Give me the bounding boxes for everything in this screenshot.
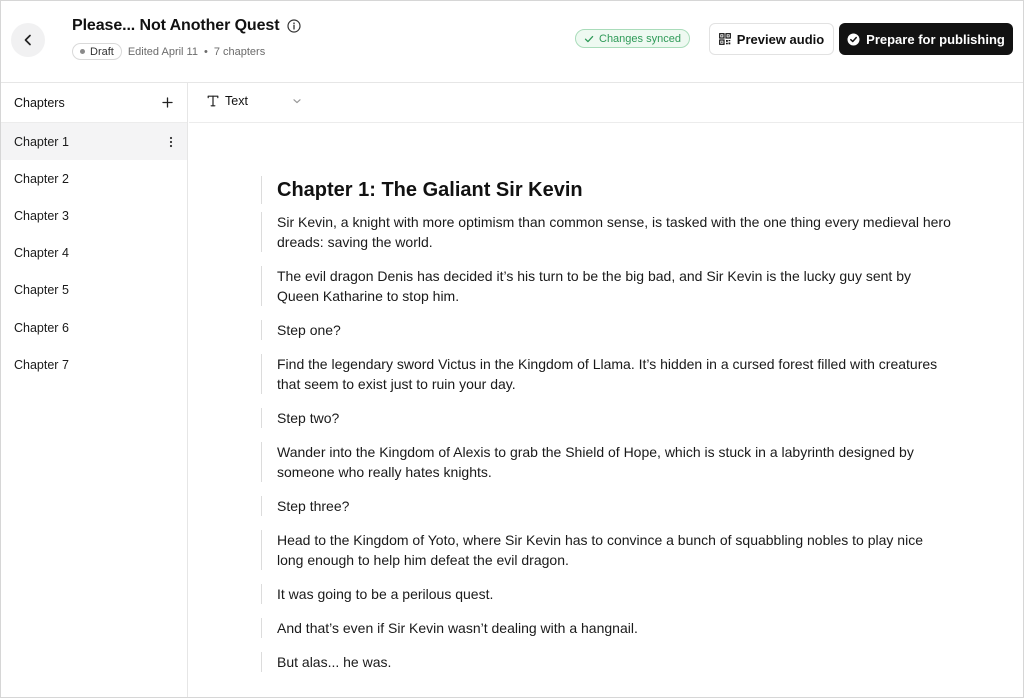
prepare-publishing-label: Prepare for publishing: [866, 31, 1005, 47]
preview-audio-button[interactable]: [709, 23, 834, 55]
editor-toolbar: [189, 83, 1023, 123]
text-style-label: Text: [225, 94, 248, 108]
paragraph-block[interactable]: [261, 496, 951, 516]
sidebar-header: [1, 83, 187, 123]
paragraph[interactable]: Step three?: [277, 498, 350, 514]
sidebar-item-chapter-3[interactable]: [1, 197, 187, 234]
paragraph-block[interactable]: [261, 584, 951, 604]
meta-separator: •: [203, 45, 208, 58]
chevron-left-icon: [21, 33, 35, 47]
paragraph[interactable]: Sir Kevin, a knight with more optimism than common sense, is tasked with the one thing every medieval hero dreads: saving the world.: [277, 214, 951, 250]
paragraph-block[interactable]: [261, 354, 951, 394]
edited-date: Edited April 11: [127, 45, 198, 58]
status-dot-icon: [80, 49, 85, 54]
info-button[interactable]: [287, 19, 301, 33]
sidebar-item-chapter-7[interactable]: [1, 346, 187, 383]
chapter-label: Chapter 4: [14, 246, 69, 261]
sidebar-item-chapter-6[interactable]: [1, 309, 187, 346]
preview-audio-label: Preview audio: [736, 31, 825, 47]
chapter-menu-button[interactable]: [165, 134, 177, 150]
text-type-icon: [207, 95, 219, 107]
paragraph-block[interactable]: [261, 212, 951, 252]
paragraph-block[interactable]: [261, 530, 951, 570]
chapter-label: Chapter 3: [14, 208, 69, 223]
book-meta: [72, 43, 265, 60]
paragraph-block[interactable]: [261, 408, 951, 428]
add-chapter-button[interactable]: [159, 94, 176, 111]
chapter-heading[interactable]: Chapter 1: The Galiant Sir Kevin: [277, 179, 583, 201]
chapter-label: Chapter 5: [14, 283, 69, 298]
check-circle-icon: [847, 33, 860, 46]
heading-block[interactable]: [261, 176, 951, 204]
info-icon: [287, 19, 301, 33]
paragraph[interactable]: It was going to be a perilous quest.: [277, 586, 494, 602]
paragraph[interactable]: Find the legendary sword Victus in the Kingdom of Llama. It’s hidden in a cursed forest filled with creatures that seem to exist just to ruin your day.: [277, 356, 938, 392]
sidebar-item-chapter-4[interactable]: [1, 235, 187, 272]
paragraph[interactable]: Head to the Kingdom of Yoto, where Sir Kevin has to convince a bunch of squabbling nobles to play nice long enough to help him defeat the evil dragon.: [277, 532, 923, 568]
text-style-dropdown[interactable]: [207, 94, 302, 108]
status-badge: [72, 43, 122, 60]
paragraph-block[interactable]: [261, 266, 951, 306]
prepare-publishing-button[interactable]: [839, 23, 1013, 55]
sidebar-item-chapter-5[interactable]: [1, 272, 187, 309]
chapter-label: Chapter 7: [14, 357, 69, 372]
chapter-label: Chapter 6: [14, 320, 69, 335]
paragraph-block[interactable]: [261, 442, 951, 482]
sidebar-item-chapter-1[interactable]: [1, 123, 187, 160]
sync-status-badge: [575, 29, 690, 48]
paragraph[interactable]: The evil dragon Denis has decided it’s his turn to be the big bad, and Sir Kevin is the lucky guy sent by Queen Katharine to stop him.: [277, 268, 911, 304]
status-label: Draft: [90, 45, 114, 58]
paragraph-block[interactable]: [261, 320, 951, 340]
chapter-count: 7 chapters: [213, 45, 266, 58]
paragraph-block[interactable]: [261, 618, 951, 638]
paragraph[interactable]: Wander into the Kingdom of Alexis to grab the Shield of Hope, which is stuck in a labyrinth designed by someone who really hates knights.: [277, 444, 914, 480]
sync-status-label: Changes synced: [599, 32, 681, 45]
back-button[interactable]: [11, 23, 45, 57]
chapter-label: Chapter 1: [14, 134, 69, 149]
chapter-editor[interactable]: [261, 176, 951, 686]
paragraph-block[interactable]: [261, 652, 951, 672]
chevron-down-icon: [292, 96, 302, 106]
chapter-list: [1, 123, 187, 383]
paragraph[interactable]: Step two?: [277, 410, 340, 426]
sidebar-item-chapter-2[interactable]: [1, 160, 187, 197]
header: [1, 1, 1023, 83]
sidebar-title: Chapters: [14, 95, 65, 110]
paragraph[interactable]: Step one?: [277, 322, 341, 338]
plus-icon: [162, 97, 173, 108]
kebab-icon: [169, 136, 173, 148]
check-icon: [584, 34, 594, 44]
chapters-sidebar: [1, 83, 188, 698]
paragraph[interactable]: And that’s even if Sir Kevin wasn’t dealing with a hangnail.: [277, 620, 638, 636]
chapter-label: Chapter 2: [14, 171, 69, 186]
paragraph[interactable]: But alas... he was.: [277, 654, 392, 670]
book-title: Please... Not Another Quest: [72, 17, 280, 34]
dropdown-caret: [292, 96, 302, 106]
qr-code-icon: [719, 33, 731, 45]
title-row: [72, 17, 301, 35]
